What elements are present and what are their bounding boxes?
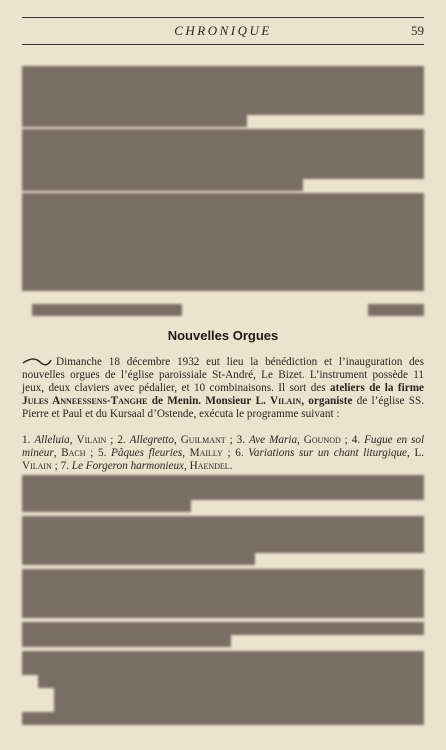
program-item-1: 1. Alleluia, Vilain ; [22,434,114,446]
firm-label: ateliers de la firme [330,381,424,394]
firm-city: de Menin. Monsieur [151,394,252,407]
program-item-2: 2. Allegretto, Guilmant ; [117,434,233,446]
firm-name: Jules Anneessens-Tanghe [22,394,148,407]
header-top-rule [22,17,424,18]
program-item-6: 6. Variations sur un chant liturgique, L. Vilain ; [22,446,425,472]
blurred-signature-line [22,304,424,316]
section-title: Nouvelles Orgues [167,328,279,343]
program-item-7: 7. Le Forgeron harmonieux, Haendel. [60,459,233,472]
blurred-text-block-top [22,66,424,291]
program-item-5: 5. Pâques fleuries, Mailly ; [97,446,231,459]
program-list [22,434,424,473]
running-header-title: CHRONIQUE [174,23,272,38]
program-item-4: 4. Fugue en sol mineur, Bach ; [22,434,425,459]
program-item-3: 3. Ave Maria, Gounod ; [236,434,348,446]
paragraph-text-b: de l’église SS. Pierre et Paul et du Kursaal d’Ostende, exécuta le programme suivant : [22,394,425,420]
tilde-ornament-icon [22,358,52,366]
organist-name: L. Vilain [255,394,302,407]
inauguration-paragraph [22,356,424,421]
blurred-text-block-bottom [22,475,424,725]
organist-label: , organiste [301,394,353,407]
header-bottom-rule [22,44,424,45]
page-number: 59 [411,23,424,38]
paragraph-text-a: Dimanche 18 décembre 1932 eut lieu la bénédiction et l’inauguration des nouvelles orgues de l’église paroissiale St-André, Le Bizet. L’instrument possède 11 jeux, deux claviers avec pédalier, et 10 combinaisons. Il sort des [22,356,424,394]
